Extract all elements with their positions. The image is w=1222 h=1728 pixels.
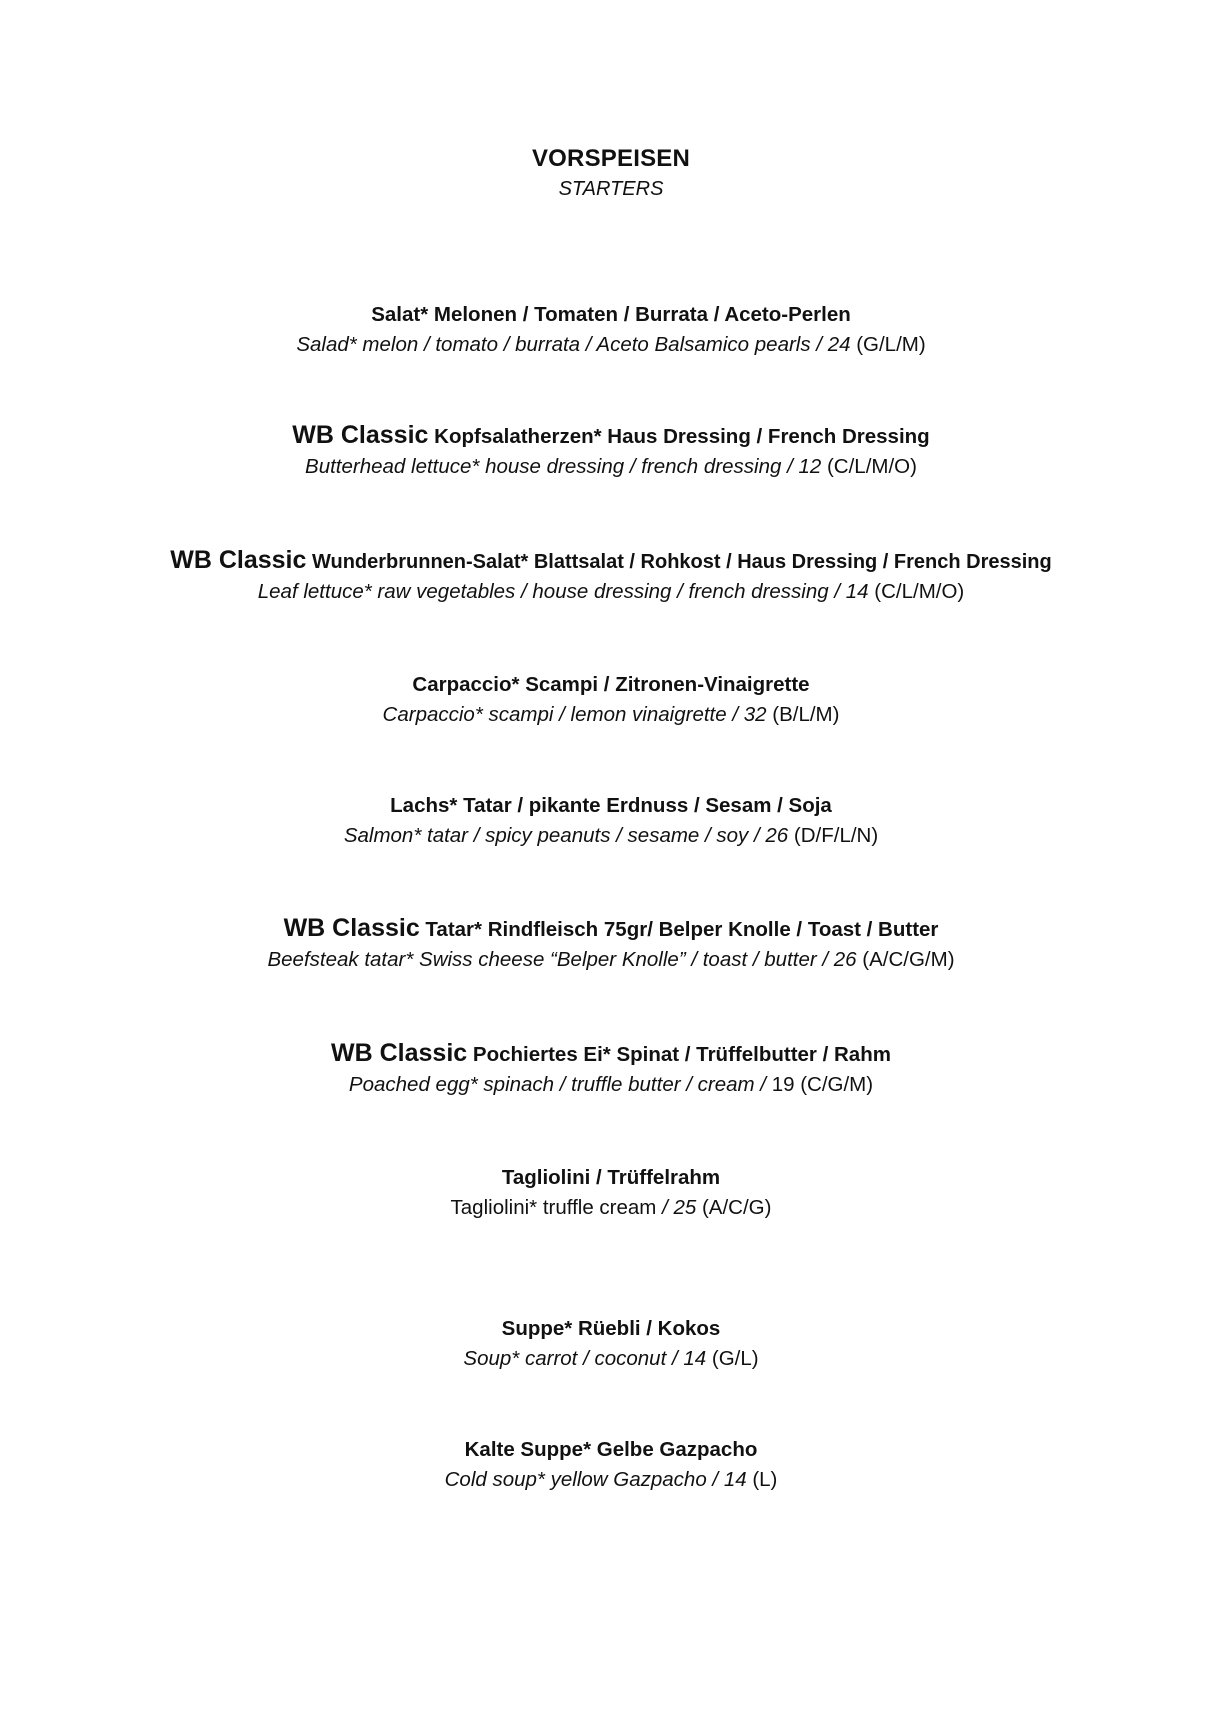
classic-label: WB Classic	[170, 546, 307, 574]
section-title: VORSPEISEN	[531, 145, 691, 172]
item-name-text: Pochiertes Ei* Spinat / Trüffelbutter / Rahm	[467, 1043, 891, 1066]
item-desc-en	[0, 821, 1222, 851]
item-desc-en	[0, 1193, 1222, 1223]
item-desc-en	[0, 577, 1222, 607]
item-price: 24	[827, 333, 851, 356]
menu-item	[0, 420, 1222, 482]
menu-item	[0, 298, 1222, 360]
item-desc-en	[0, 1465, 1222, 1495]
item-desc-en	[0, 452, 1222, 482]
item-allergens: (A/C/G)	[696, 1196, 772, 1219]
item-allergens: (C/L/M/O)	[868, 580, 965, 603]
item-desc-en	[0, 330, 1222, 360]
item-price: 32	[743, 703, 767, 726]
item-price: 26	[765, 824, 789, 847]
item-desc-text: Salad* melon / tomato / burrata / Aceto Balsamico pearls /	[296, 333, 828, 356]
item-name-de	[0, 1433, 1222, 1465]
item-desc-text: Cold soup* yellow Gazpacho /	[444, 1468, 724, 1491]
item-name-text: Suppe* Rüebli / Kokos	[501, 1317, 721, 1340]
item-name-de	[0, 1161, 1222, 1193]
classic-label: WB Classic	[283, 914, 420, 942]
menu-item	[0, 545, 1222, 607]
section-heading	[0, 144, 1222, 204]
menu-item	[0, 1433, 1222, 1495]
classic-label: WB Classic	[331, 1039, 468, 1067]
item-allergens: (A/C/G/M)	[856, 948, 955, 971]
item-allergens: (B/L/M)	[766, 703, 840, 726]
item-price: 14	[683, 1347, 707, 1370]
item-desc-text: Leaf lettuce* raw vegetables / house dressing / french dressing /	[257, 580, 846, 603]
item-name-de	[0, 789, 1222, 821]
item-allergens: (C/L/M/O)	[821, 455, 917, 478]
item-name-de	[0, 545, 1222, 577]
item-desc-text: Butterhead lettuce* house dressing / french dressing /	[305, 455, 799, 478]
item-name-de	[0, 1312, 1222, 1344]
item-desc-text: Carpaccio* scampi / lemon vinaigrette /	[382, 703, 744, 726]
item-name-text: Kalte Suppe* Gelbe Gazpacho	[464, 1438, 758, 1461]
item-price: / 25	[662, 1196, 697, 1219]
item-price: 19	[771, 1073, 795, 1096]
item-allergens: (G/L)	[706, 1347, 759, 1370]
item-name-de	[0, 668, 1222, 700]
item-name-text: Tagliolini / Trüffelrahm	[501, 1166, 721, 1189]
item-name-text: Kopfsalatherzen* Haus Dressing / French Dressing	[428, 425, 930, 448]
item-allergens: (C/G/M)	[794, 1073, 874, 1096]
item-desc-en	[0, 945, 1222, 975]
item-desc-en	[0, 1070, 1222, 1100]
item-desc-text: Soup* carrot / coconut /	[463, 1347, 684, 1370]
menu-item	[0, 1161, 1222, 1223]
item-name-text: Salat* Melonen / Tomaten / Burrata / Aceto-Perlen	[371, 303, 851, 326]
item-price: 12	[798, 455, 822, 478]
item-price: 14	[845, 580, 869, 603]
classic-label: WB Classic	[292, 421, 429, 449]
menu-item	[0, 913, 1222, 975]
item-name-de	[0, 1038, 1222, 1070]
item-name-de	[0, 298, 1222, 330]
item-name-de	[0, 913, 1222, 945]
item-desc-text: Poached egg* spinach / truffle butter / cream /	[348, 1073, 772, 1096]
menu-item	[0, 789, 1222, 851]
item-desc-text: Beefsteak tatar* Swiss cheese “Belper Knolle” / toast / butter /	[267, 948, 834, 971]
item-desc-text: Salmon* tatar / spicy peanuts / sesame / soy /	[343, 824, 766, 847]
item-name-text: Wunderbrunnen-Salat* Blattsalat / Rohkost / Haus Dressing / French Dressing	[306, 551, 1052, 573]
item-price: 14	[723, 1468, 747, 1491]
section-subtitle: STARTERS	[558, 178, 664, 200]
item-name-text: Tatar* Rindfleisch 75gr/ Belper Knolle / Toast / Butter	[419, 918, 939, 941]
menu-item	[0, 1038, 1222, 1100]
item-desc-en	[0, 700, 1222, 730]
menu-item	[0, 668, 1222, 730]
item-price: 26	[833, 948, 857, 971]
item-desc-text: Tagliolini* truffle cream	[450, 1196, 663, 1219]
item-allergens: (L)	[746, 1468, 778, 1491]
menu-item	[0, 1312, 1222, 1374]
item-name-de	[0, 420, 1222, 452]
item-allergens: (D/F/L/N)	[788, 824, 879, 847]
item-name-text: Carpaccio* Scampi / Zitronen-Vinaigrette	[412, 673, 810, 696]
item-allergens: (G/L/M)	[850, 333, 926, 356]
item-name-text: Lachs* Tatar / pikante Erdnuss / Sesam / Soja	[390, 794, 832, 817]
item-desc-en	[0, 1344, 1222, 1374]
